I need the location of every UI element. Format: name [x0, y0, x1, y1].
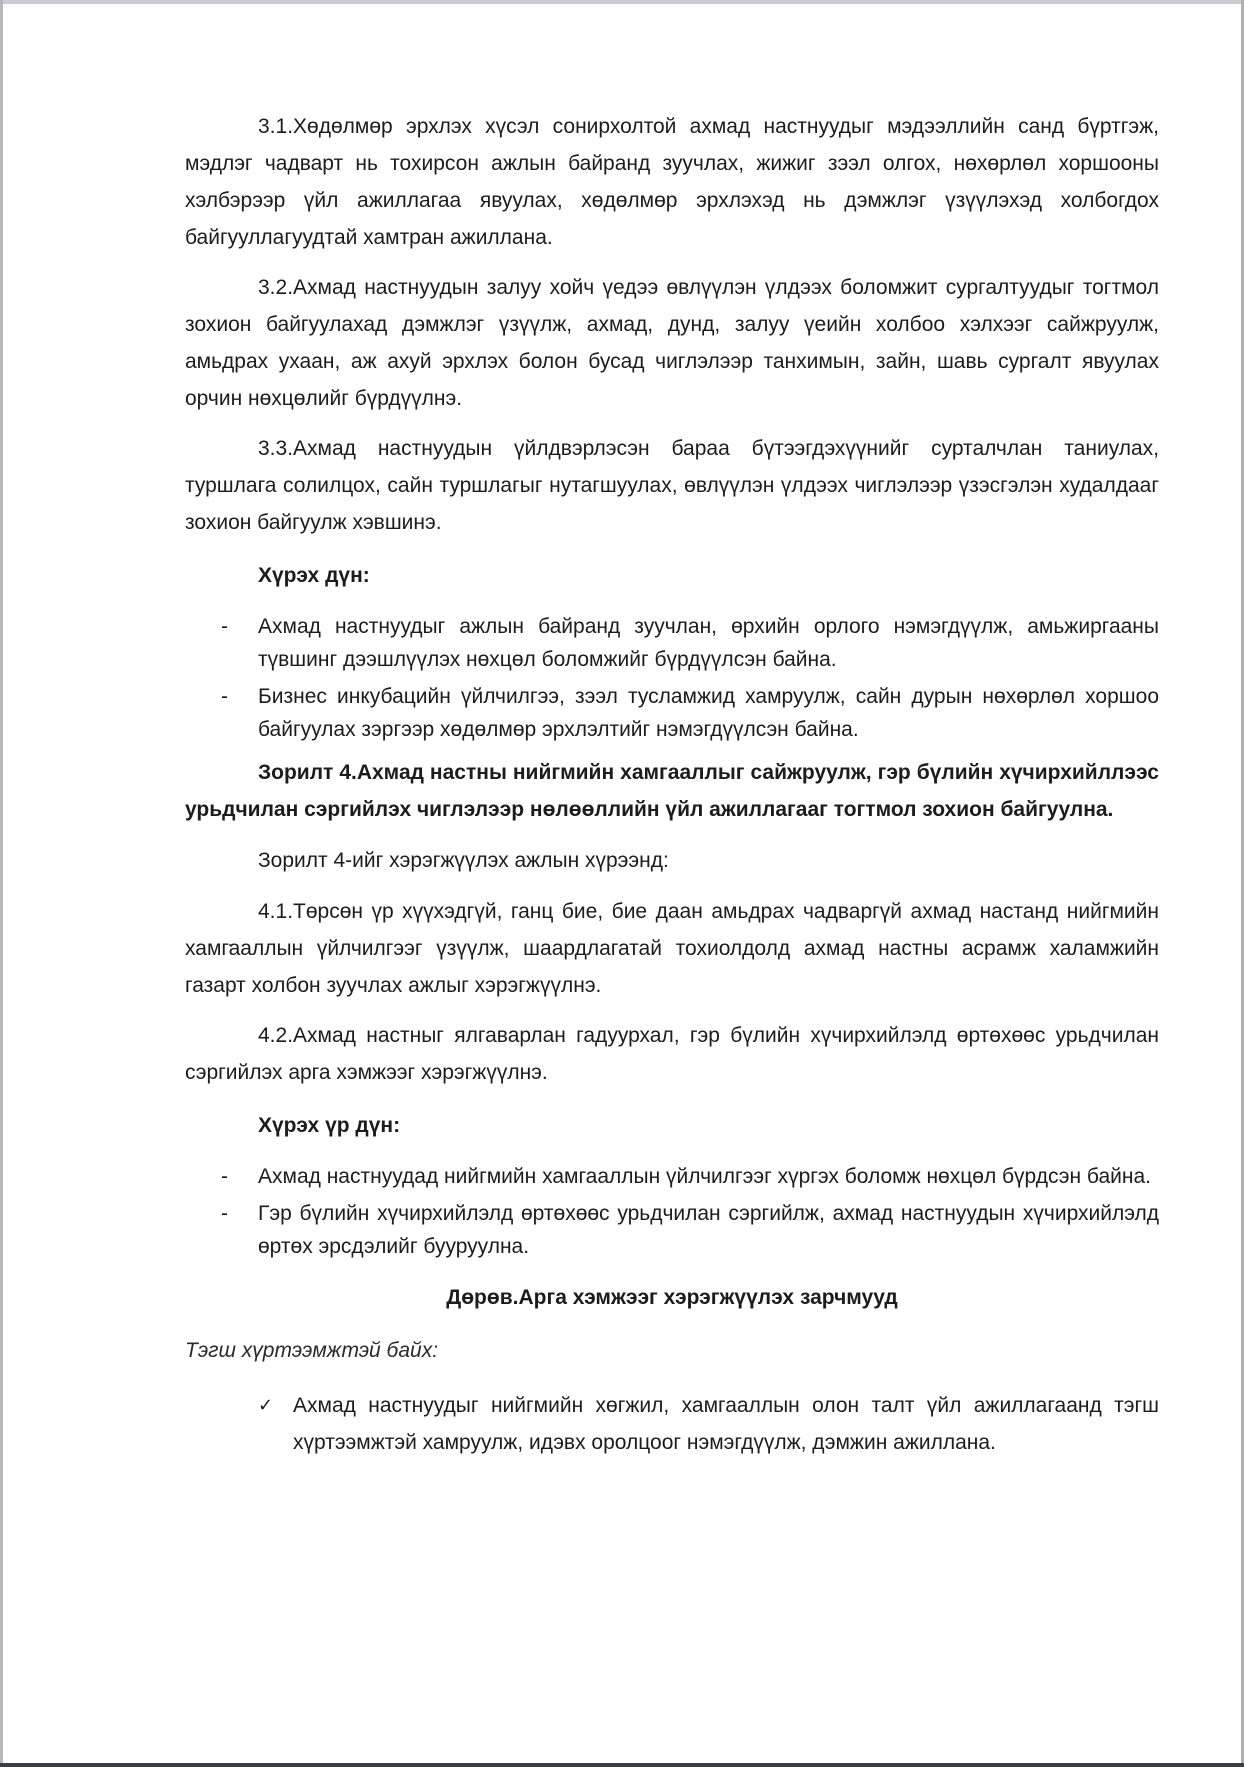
section3-outcome-list [185, 610, 1159, 746]
goal-4-title: Зорилт 4.Ахмад настны нийгмийн хамгааллыг сайжруулж, гэр бүлийн хүчирхийллээс урьдчилан сэргийлэх чиглэлээр нөлөөллийн үйл ажиллагааг тогтмол зохион байгуулна. [185, 761, 1159, 821]
principle-text: Ахмад настнуудыг нийгмийн хөгжил, хамгааллын олон талт үйл ажиллагаанд тэгш хүртээмжтэй хамруулж, идэвх оролцоог нэмэгдүүлж, дэмжин ажиллана. [293, 1394, 1159, 1454]
section-4-title: Дөрөв.Арга хэмжээг хэрэгжүүлэх зарчмууд [446, 1286, 898, 1309]
dash-bullet-icon: - [221, 685, 228, 708]
list-item [185, 1387, 1159, 1461]
paragraph-3-2: 3.2.Ахмад настнуудын залуу хойч үедээ өвлүүлэн үлдээх боломжит сургалтуудыг тогтмол зохион байгуулахад дэмжлэг үзүүлж, ахмад, дунд, залуу үеийн холбоо хэлхээг сайжруулж, амьдрах ухаан, аж ахуй эрхлэх болон бусад чиглэлээр танхимын, зайн, шавь сургалт явуулах орчин нөхцөлийг бүрдүүлнэ. [185, 276, 1159, 410]
list-item [185, 1160, 1159, 1193]
principle-list [185, 1387, 1159, 1461]
dash-bullet-icon: - [221, 1202, 228, 1225]
list-item [185, 610, 1159, 676]
checkmark-icon: ✓ [258, 1395, 274, 1415]
scan-edge-top [0, 0, 1244, 4]
section3-outcome-heading: Хүрэх дүн: [258, 564, 370, 587]
paragraph-4-2: 4.2.Ахмад настныг ялгаварлан гадуурхал, гэр бүлийн хүчирхийлэлд өртөхөөс урьдчилан сэргийлэх арга хэмжээг хэрэгжүүлнэ. [185, 1024, 1159, 1084]
goal-4-intro: Зорилт 4-ийг хэрэгжүүлэх ажлын хүрээнд: [258, 849, 669, 872]
paragraph-3-3: 3.3.Ахмад настнуудын үйлдвэрлэсэн бараа бүтээгдэхүүнийг сурталчлан таниулах, туршлага солилцох, сайн туршлагыг нутагшуулах, өвлүүлэн үлдээх чиглэлээр үзэсгэлэн худалдааг зохион байгуулж хэвшинэ. [185, 437, 1159, 534]
outcome-text: Гэр бүлийн хүчирхийлэлд өртөхөөс урьдчилан сэргийлж, ахмад настнуудын хүчирхийлэлд өртөх эрсдэлийг бууруулна. [258, 1202, 1159, 1258]
dash-bullet-icon: - [221, 615, 228, 638]
dash-bullet-icon: - [221, 1165, 228, 1188]
principle-heading: Тэгш хүртээмжтэй байх: [185, 1339, 439, 1362]
document-page [185, 108, 1159, 1461]
outcome-text: Ахмад настнуудыг ажлын байранд зуучлан, өрхийн орлого нэмэгдүүлж, амьжиргааны түвшинг дээшлүүлэх нөхцөл боломжийг бүрдүүлсэн байна. [258, 615, 1159, 671]
scan-edge-bottom [0, 1763, 1244, 1767]
list-item [185, 1197, 1159, 1263]
goal-4-outcome-list [185, 1160, 1159, 1263]
scan-edge-left [0, 0, 3, 1767]
list-item [185, 680, 1159, 746]
outcome-text: Бизнес инкубацийн үйлчилгээ, зээл тусламжид хамруулж, сайн дурын нөхөрлөл хоршоо байгуулах зэргээр хөдөлмөр эрхлэлтийг нэмэгдүүлсэн байна. [258, 685, 1159, 741]
paragraph-4-1: 4.1.Төрсөн үр хүүхэдгүй, ганц бие, бие даан амьдрах чадваргүй ахмад настанд нийгмийн хамгааллын үйлчилгээг үзүүлж, шаардлагатай тохиолдолд ахмад настны асрамж халамжийн газарт холбон зуучлах ажлыг хэрэгжүүлнэ. [185, 900, 1159, 997]
outcome-text: Ахмад настнуудад нийгмийн хамгааллын үйлчилгээг хүргэх боломж нөхцөл бүрдсэн байна. [258, 1165, 1151, 1188]
goal-4-outcome-heading: Хүрэх үр дүн: [258, 1114, 401, 1137]
paragraph-3-1: 3.1.Хөдөлмөр эрхлэх хүсэл сонирхолтой ахмад настнуудыг мэдээллийн санд бүртгэж, мэдлэг чадварт нь тохирсон ажлын байранд зуучлах, жижиг зээл олгох, нөхөрлөл хоршооны хэлбэрээр үйл ажиллагаа явуулах, хөдөлмөр эрхлэхэд нь дэмжлэг үзүүлэхэд холбогдох байгууллагуудтай хамтран ажиллана. [185, 115, 1159, 249]
